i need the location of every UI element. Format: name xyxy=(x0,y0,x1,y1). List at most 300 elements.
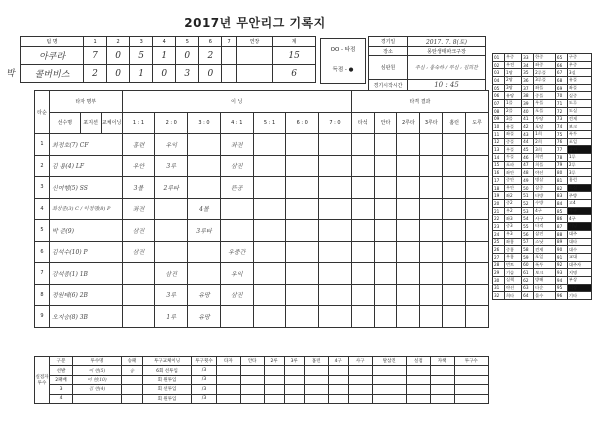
code-number: 18 xyxy=(493,184,505,192)
code-row xyxy=(493,77,592,85)
result-cell xyxy=(374,306,397,328)
code-row xyxy=(493,223,592,231)
pitcher-header: 사구 xyxy=(348,357,372,366)
batting-order: 3 xyxy=(35,177,50,199)
pitcher-result xyxy=(122,375,143,384)
at-bat-cell xyxy=(155,220,188,242)
at-bat-cell xyxy=(253,220,286,242)
code-row xyxy=(493,177,592,185)
at-bat-cell xyxy=(220,198,253,220)
code-number: 64 xyxy=(522,292,534,300)
at-bat-cell: 삼진 xyxy=(220,155,253,177)
code-number: 28 xyxy=(493,261,505,269)
at-bat-cell: 유땅 xyxy=(188,306,221,328)
result-cell xyxy=(420,263,443,285)
pitcher-kind: 4 xyxy=(50,394,73,403)
code-label: 유땅 xyxy=(505,92,522,100)
grid-header-double: 2루타 xyxy=(397,112,420,134)
score-header-6: 6 xyxy=(199,37,222,47)
result-cell xyxy=(397,284,420,306)
code-number: 31 xyxy=(493,284,505,292)
code-number: 69 xyxy=(555,84,567,92)
code-row xyxy=(493,100,592,108)
grid-header-inning: 7 : 0 xyxy=(319,112,352,134)
result-cell xyxy=(420,155,443,177)
at-bat-cell xyxy=(155,241,188,263)
code-label: 좌안 xyxy=(505,169,522,177)
grid-header-inning: 1 : 1 xyxy=(122,112,155,134)
code-label: 기타 xyxy=(567,292,591,300)
code-label: 기습 xyxy=(505,269,522,277)
code-number: 09 xyxy=(493,115,505,123)
inning-score xyxy=(222,47,236,65)
result-cell xyxy=(443,241,466,263)
code-label: 폭투 xyxy=(534,261,556,269)
result-cell xyxy=(443,284,466,306)
result-cell xyxy=(420,241,443,263)
code-label: 우중 xyxy=(505,54,522,62)
grid-header-lineup: 타자 명부 xyxy=(49,91,122,113)
code-number: 21 xyxy=(493,207,505,215)
result-cell xyxy=(351,220,374,242)
pitcher-inning: 6회 선투입 xyxy=(143,366,192,375)
at-bat-cell xyxy=(286,220,319,242)
at-bat-cell xyxy=(253,198,286,220)
score-header-7: 7 xyxy=(222,37,236,47)
code-label: 희플 xyxy=(534,161,556,169)
code-label: 야선 xyxy=(534,169,556,177)
result-cell xyxy=(374,198,397,220)
result-cell xyxy=(466,306,489,328)
code-label: 고4 xyxy=(567,200,591,208)
batter-name: 강석종(1) 1B xyxy=(49,263,122,285)
result-cell xyxy=(420,134,443,156)
code-label: 도실 xyxy=(567,184,591,192)
grid-header-pa: 타석 xyxy=(351,112,374,134)
code-label: 퇴장 xyxy=(567,284,591,292)
code-label: 수방 xyxy=(534,200,556,208)
pitcher-header: 4구 xyxy=(328,357,348,366)
code-label: 부상 xyxy=(567,276,591,284)
info-date: 2017. 7. 8(토) xyxy=(408,37,486,47)
at-bat-cell: 삼진 xyxy=(122,220,155,242)
code-label: 포플 xyxy=(534,107,556,115)
code-row xyxy=(493,123,592,131)
code-number: 72 xyxy=(555,107,567,115)
result-cell xyxy=(443,155,466,177)
at-bat-cell: 뜬공 xyxy=(220,177,253,199)
code-label: 타격 xyxy=(534,223,556,231)
result-cell xyxy=(397,241,420,263)
code-number: 39 xyxy=(522,100,534,108)
batting-order: 4 xyxy=(35,198,50,220)
result-cell xyxy=(351,284,374,306)
code-number: 30 xyxy=(493,276,505,284)
at-bat-cell xyxy=(188,241,221,263)
code-label: 타방 xyxy=(534,192,556,200)
batter-row xyxy=(35,155,489,177)
at-bat-cell xyxy=(286,284,319,306)
inning-score: 0 xyxy=(199,65,222,83)
result-cell xyxy=(420,306,443,328)
legend-rbi: OO - 타점 xyxy=(330,47,356,53)
code-number: 68 xyxy=(555,77,567,85)
grid-header-inning: 4 : 1 xyxy=(220,112,253,134)
code-label: 대수 xyxy=(567,246,591,254)
result-cell xyxy=(397,220,420,242)
inning-score: 0 xyxy=(153,65,176,83)
code-row xyxy=(493,130,592,138)
at-bat-cell: 1루 xyxy=(155,306,188,328)
code-number: 35 xyxy=(522,69,534,77)
code-label: 우3 xyxy=(505,230,522,238)
code-number: 62 xyxy=(522,276,534,284)
code-number: 91 xyxy=(555,253,567,261)
pitcher-name: 이 현(5) xyxy=(73,366,122,375)
legend-box xyxy=(320,38,366,84)
code-label: 좌플 xyxy=(534,84,556,92)
batter-row xyxy=(35,220,489,242)
grid-header-position: 포지션 xyxy=(80,112,101,134)
code-number: 84 xyxy=(555,200,567,208)
info-table xyxy=(368,36,486,91)
result-cell xyxy=(466,198,489,220)
code-number: 17 xyxy=(493,177,505,185)
batting-order: 8 xyxy=(35,284,50,306)
code-label: 유플 xyxy=(567,77,591,85)
at-bat-cell: 3루 xyxy=(155,155,188,177)
code-label: 4구 xyxy=(567,215,591,223)
page-title: 2017년 무안리그 기록지 xyxy=(184,16,326,30)
code-number: 67 xyxy=(555,69,567,77)
grid-header-inning: 3 : 0 xyxy=(188,112,221,134)
score-header-team: 팀 명 xyxy=(21,37,84,47)
at-bat-cell: 좌전 xyxy=(122,198,155,220)
grid-header-sb: 도루 xyxy=(466,112,489,134)
code-number: 70 xyxy=(555,92,567,100)
pitcher-kind: 2패배 xyxy=(50,375,73,384)
code-label: 사구 xyxy=(534,215,556,223)
score-header-3: 3 xyxy=(130,37,153,47)
at-bat-cell xyxy=(253,241,286,263)
code-number: 12 xyxy=(493,138,505,146)
code-label: 2플 xyxy=(505,107,522,115)
code-number: 42 xyxy=(522,123,534,131)
code-number: 37 xyxy=(522,84,534,92)
code-row xyxy=(493,230,592,238)
code-number: 50 xyxy=(522,184,534,192)
pitcher-row xyxy=(35,385,489,394)
code-label: 우홈 xyxy=(505,253,522,261)
code-number: 07 xyxy=(493,100,505,108)
code-number: 55 xyxy=(522,223,534,231)
at-bat-cell xyxy=(319,263,352,285)
code-row xyxy=(493,138,592,146)
result-cell xyxy=(351,155,374,177)
pitcher-result: 승 xyxy=(122,366,143,375)
grid-header-triple: 3루타 xyxy=(420,112,443,134)
batter-row xyxy=(35,134,489,156)
code-label: 3희 xyxy=(534,146,556,154)
code-number: 58 xyxy=(522,246,534,254)
info-start-time: 10 : 45 xyxy=(408,80,486,91)
at-bat-cell xyxy=(253,306,286,328)
batter-row xyxy=(35,177,489,199)
result-cell xyxy=(374,241,397,263)
code-number: 89 xyxy=(555,238,567,246)
code-label: 교대 xyxy=(567,253,591,261)
code-number: 49 xyxy=(522,177,534,185)
inning-score: 0 xyxy=(107,47,130,65)
at-bat-cell xyxy=(220,306,253,328)
result-cell xyxy=(466,220,489,242)
info-umpires: 주심 : 홍숙하 / 부심 : 김희찬 xyxy=(408,56,486,80)
pitcher-row xyxy=(35,375,489,384)
grid-header-inning: 2 : 0 xyxy=(155,112,188,134)
at-bat-cell: 우중간 xyxy=(220,241,253,263)
code-number: 20 xyxy=(493,200,505,208)
inning-score: 0 xyxy=(107,65,130,83)
code-label: 스낫 xyxy=(534,238,556,246)
at-bat-cell xyxy=(122,306,155,328)
result-cell xyxy=(420,198,443,220)
at-bat-cell xyxy=(253,134,286,156)
code-number: 25 xyxy=(493,238,505,246)
result-cell xyxy=(443,177,466,199)
pitcher-result xyxy=(122,385,143,394)
code-row xyxy=(493,200,592,208)
pitcher-inning: 회 선투입 xyxy=(143,385,192,394)
code-number: 80 xyxy=(555,169,567,177)
pitcher-header: 안타 xyxy=(240,357,264,366)
batter-name: 김 용(4) LF xyxy=(49,155,122,177)
batter-name: 최상준(3) C / 이정행(8) P xyxy=(49,198,122,220)
code-number: 19 xyxy=(493,192,505,200)
code-label: 투땅 xyxy=(534,115,556,123)
at-bat-cell xyxy=(188,177,221,199)
inning-score xyxy=(236,47,273,65)
code-number: 66 xyxy=(555,61,567,69)
code-label: 좌3 xyxy=(505,215,522,223)
at-bat-cell: 우익 xyxy=(220,263,253,285)
code-label: 좌2 xyxy=(505,192,522,200)
code-row xyxy=(493,61,592,69)
inning-score: 1 xyxy=(130,65,153,83)
pitcher-header: 2루 xyxy=(264,357,284,366)
at-bat-cell: 3루 xyxy=(155,284,188,306)
info-label: 장소 xyxy=(369,47,408,56)
code-number: 85 xyxy=(555,207,567,215)
result-cell xyxy=(351,177,374,199)
code-row xyxy=(493,292,592,300)
code-number: 95 xyxy=(555,284,567,292)
result-cell xyxy=(397,177,420,199)
code-label: 중플 xyxy=(534,92,556,100)
at-bat-cell: 3볼 xyxy=(122,177,155,199)
code-number: 44 xyxy=(522,138,534,146)
pitcher-header: 탈삼진 xyxy=(372,357,406,366)
at-bat-cell xyxy=(286,198,319,220)
at-bat-cell xyxy=(188,155,221,177)
pitcher-count: /3 xyxy=(192,394,217,403)
at-bat-cell: 삼진 xyxy=(220,284,253,306)
pitcher-header: 타자 xyxy=(217,357,241,366)
batter-name: 오지승(8) 3B xyxy=(49,306,122,328)
code-label: 견제 xyxy=(567,115,591,123)
code-label: 3플 xyxy=(505,115,522,123)
result-cell xyxy=(351,241,374,263)
code-label: 견제 xyxy=(534,246,556,254)
code-label: 타순 xyxy=(534,284,556,292)
at-bat-cell: 삼진 xyxy=(122,241,155,263)
code-label: 희타 xyxy=(505,292,522,300)
code-label: 도실 xyxy=(567,107,591,115)
grid-header-hit: 안타 xyxy=(374,112,397,134)
code-number: 22 xyxy=(493,215,505,223)
code-number: 01 xyxy=(493,54,505,62)
code-number: 76 xyxy=(555,138,567,146)
at-bat-cell xyxy=(188,134,221,156)
code-label: 사구 xyxy=(567,207,591,215)
result-cell xyxy=(351,198,374,220)
code-row xyxy=(493,207,592,215)
code-label: 1루 xyxy=(567,153,591,161)
grid-header-innings: 이 닝 xyxy=(122,91,351,113)
code-label: 대타 xyxy=(567,238,591,246)
inning-score: 1 xyxy=(153,47,176,65)
batter-name: 박 준(9) xyxy=(49,220,122,242)
pitcher-header: 투수명 xyxy=(73,357,122,366)
result-cell xyxy=(374,220,397,242)
team-name: 콜버비스 xyxy=(21,65,84,83)
code-number: 04 xyxy=(493,77,505,85)
code-number: 27 xyxy=(493,253,505,261)
batter-row xyxy=(35,284,489,306)
code-label: 우플 xyxy=(534,100,556,108)
code-number: 45 xyxy=(522,146,534,154)
code-label: 좌중 xyxy=(534,61,556,69)
code-row xyxy=(493,54,592,62)
pitcher-header: 투구횟수 xyxy=(192,357,217,366)
code-number: 08 xyxy=(493,107,505,115)
code-number: 83 xyxy=(555,192,567,200)
score-header-2: 2 xyxy=(107,37,130,47)
score-table xyxy=(20,36,316,83)
result-cell xyxy=(443,306,466,328)
at-bat-cell xyxy=(122,263,155,285)
at-bat-cell: 4볼 xyxy=(188,198,221,220)
pitcher-section-label: 실점자 투수 xyxy=(35,357,50,404)
batter-name: 정원태(6) 2B xyxy=(49,284,122,306)
code-label: 보크 xyxy=(534,269,556,277)
grid-header-sub: 교체이닝 xyxy=(101,112,122,134)
result-cell xyxy=(443,134,466,156)
grid-header-hr: 홈런 xyxy=(443,112,466,134)
code-number: 13 xyxy=(493,146,505,154)
batting-order: 6 xyxy=(35,241,50,263)
code-number: 23 xyxy=(493,223,505,231)
code-number: 57 xyxy=(522,238,534,246)
code-number: 34 xyxy=(522,61,534,69)
code-row xyxy=(493,153,592,161)
code-label: 병살 xyxy=(534,177,556,185)
code-row xyxy=(493,246,592,254)
team-total: 6 xyxy=(273,65,316,83)
result-cell xyxy=(466,134,489,156)
pitcher-header: 홈런 xyxy=(304,357,328,366)
at-bat-cell xyxy=(319,177,352,199)
score-header-1: 1 xyxy=(84,37,107,47)
code-number: 46 xyxy=(522,153,534,161)
code-label: 우전 xyxy=(505,61,522,69)
result-cell xyxy=(397,155,420,177)
code-row xyxy=(493,115,592,123)
inning-score: 7 xyxy=(84,47,107,65)
code-number: 87 xyxy=(555,223,567,231)
code-number: 73 xyxy=(555,115,567,123)
code-number: 59 xyxy=(522,253,534,261)
code-number: 41 xyxy=(522,115,534,123)
result-cell xyxy=(374,134,397,156)
batter-row xyxy=(35,241,489,263)
code-number: 06 xyxy=(493,92,505,100)
inning-score: 2 xyxy=(199,47,222,65)
pitcher-header: 3루 xyxy=(284,357,304,366)
team-name: 아쿠라 xyxy=(21,47,84,65)
batter-row xyxy=(35,263,489,285)
result-cell xyxy=(374,155,397,177)
team-total: 15 xyxy=(273,47,316,65)
code-label: 2루 xyxy=(567,161,591,169)
code-number: 36 xyxy=(522,77,534,85)
score-header-extra: 연장 xyxy=(236,37,273,47)
result-cell xyxy=(397,306,420,328)
inning-score: 5 xyxy=(130,47,153,65)
code-row xyxy=(493,69,592,77)
at-bat-cell xyxy=(253,155,286,177)
code-number: 52 xyxy=(522,200,534,208)
score-header-5: 5 xyxy=(176,37,199,47)
result-cell xyxy=(374,177,397,199)
pitcher-header: 투구교체이닝 xyxy=(143,357,192,366)
batting-order: 5 xyxy=(35,220,50,242)
score-header-4: 4 xyxy=(153,37,176,47)
code-number: 15 xyxy=(493,161,505,169)
batter-name: 신여행(5) SS xyxy=(49,177,122,199)
pitcher-header: 승패 xyxy=(122,357,143,366)
pitcher-kind: 선발 xyxy=(50,366,73,375)
code-number: 43 xyxy=(522,130,534,138)
code-number: 53 xyxy=(522,207,534,215)
batter-name: 김석수(10) P xyxy=(49,241,122,263)
result-cell xyxy=(420,220,443,242)
code-label: 1플 xyxy=(505,100,522,108)
at-bat-cell xyxy=(155,198,188,220)
code-number: 71 xyxy=(555,100,567,108)
code-row xyxy=(493,92,592,100)
at-bat-cell xyxy=(253,284,286,306)
batter-row xyxy=(35,306,489,328)
result-cell xyxy=(466,155,489,177)
result-cell xyxy=(374,284,397,306)
code-number: 92 xyxy=(555,261,567,269)
at-bat-cell: 3루타 xyxy=(188,220,221,242)
code-label: 이닝 xyxy=(567,223,591,231)
result-cell xyxy=(420,177,443,199)
code-number: 75 xyxy=(555,130,567,138)
at-bat-cell xyxy=(253,177,286,199)
code-label: 4구 xyxy=(534,207,556,215)
